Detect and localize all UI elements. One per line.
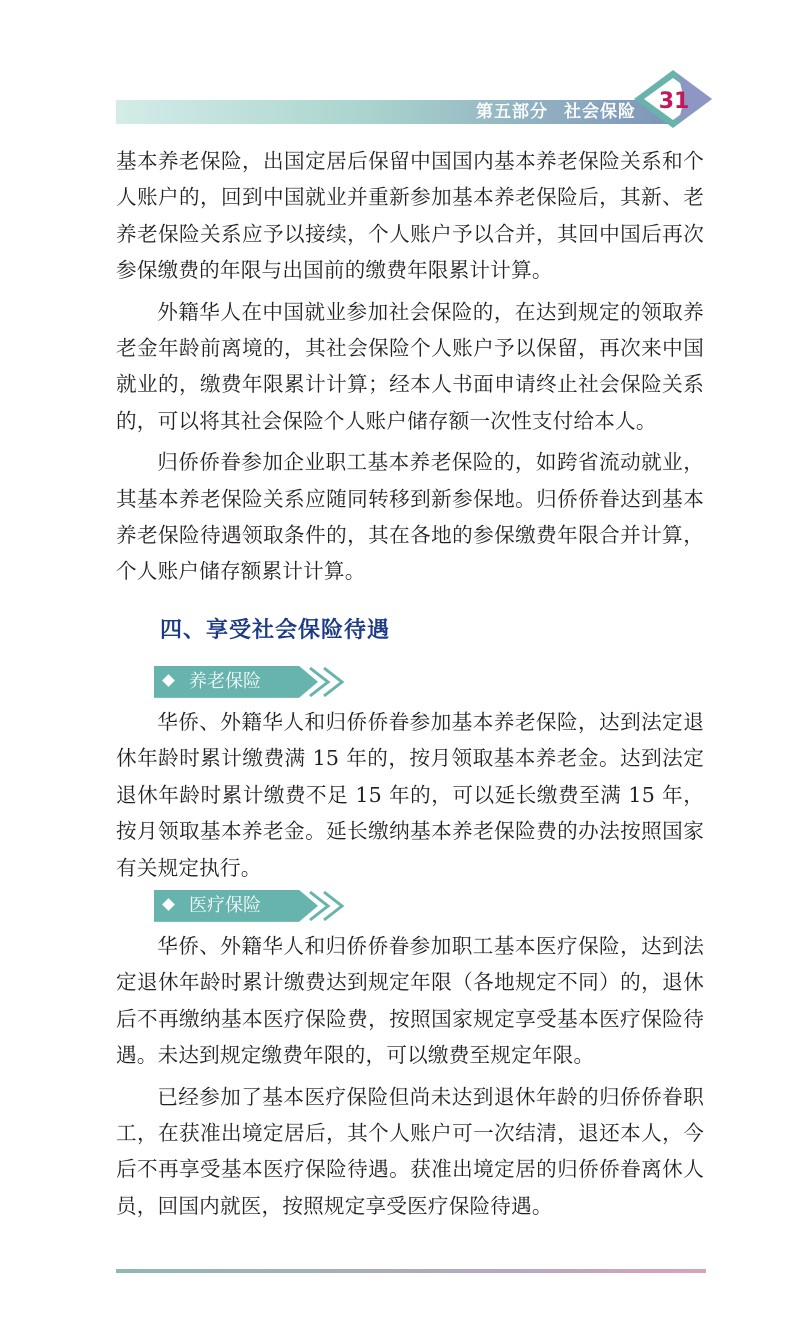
running-header-band [116,100,676,124]
intro-paragraph-2: 外籍华人在中国就业参加社会保险的，在达到规定的领取养老金年龄前离境的，其社会保险个人账户予以保留，再次来中国就业的，缴费年限累计计算；经本人书面申请终止社会保险关系的，可以将其社会保险个人账户储存额一次性支付给本人。 [116,299,704,433]
medical-paragraph-1: 华侨、外籍华人和归侨侨眷参加职工基本医疗保险，达到法定退休年龄时累计缴费达到规定年限（各地规定不同）的，退休后不再缴纳基本医疗保险费，按照国家规定享受基本医疗保险待遇。未达到规定缴费年限的，可以缴费至规定年限。 [116,933,704,1068]
running-header-text [476,100,636,124]
intro-paragraph-1: 基本养老保险，出国定居后保留中国国内基本养老保险关系和个人账户的，回到中国就业并重新参加基本养老保险后，其新、老养老保险关系应予以接续，个人账户予以合并，其回中国后再次参保缴费的年限与出国前的缴费年限累计计算。 [116,149,704,283]
intro-paragraph-3: 归侨侨眷参加企业职工基本养老保险的，如跨省流动就业，其基本养老保险关系应随同转移到新参保地。归侨侨眷达到基本养老保险待遇领取条件的，其在各地的参保缴费年限合并计算，个人账户储存额累计计算。 [116,450,704,584]
page-number-badge [630,68,716,130]
diamond-icon [162,674,175,687]
pension-tag-text: 养老保险 [189,670,261,692]
medical-tag [154,890,352,922]
section-label: 社会保险 [564,102,636,122]
diamond-icon [162,898,175,911]
double-chevron-icon [304,890,352,922]
tag-label [164,666,261,698]
page-number: 31 [658,89,690,114]
tag-label [164,890,261,922]
medical-paragraph-2: 已经参加了基本医疗保险但尚未达到退休年龄的归侨侨眷职工，在获准出境定居后，其个人账户可一次结清，退还本人，今后不再享受基本医疗保险待遇。获准出境定居的归侨侨眷离休人员，回国内就医，按照规定享受医疗保险待遇。 [116,1084,704,1218]
medical-tag-text: 医疗保险 [189,894,261,916]
section-heading: 四、享受社会保险待遇 [160,617,391,643]
double-chevron-icon [304,666,352,698]
page-content [116,143,704,1224]
part-label: 第五部分 [476,102,548,122]
pension-tag [154,666,352,698]
pension-paragraph-1: 华侨、外籍华人和归侨侨眷参加基本养老保险，达到法定退休年龄时累计缴费满 15 年的，按月领取基本养老金。达到法定退休年龄时累计缴费不足 15 年的，可以延长缴费至满 15 年，按月领取基本养老金。延长缴纳基本养老保险费的办法按照国家有关规定执行。 [116,709,704,880]
footer-rule [116,1269,706,1273]
